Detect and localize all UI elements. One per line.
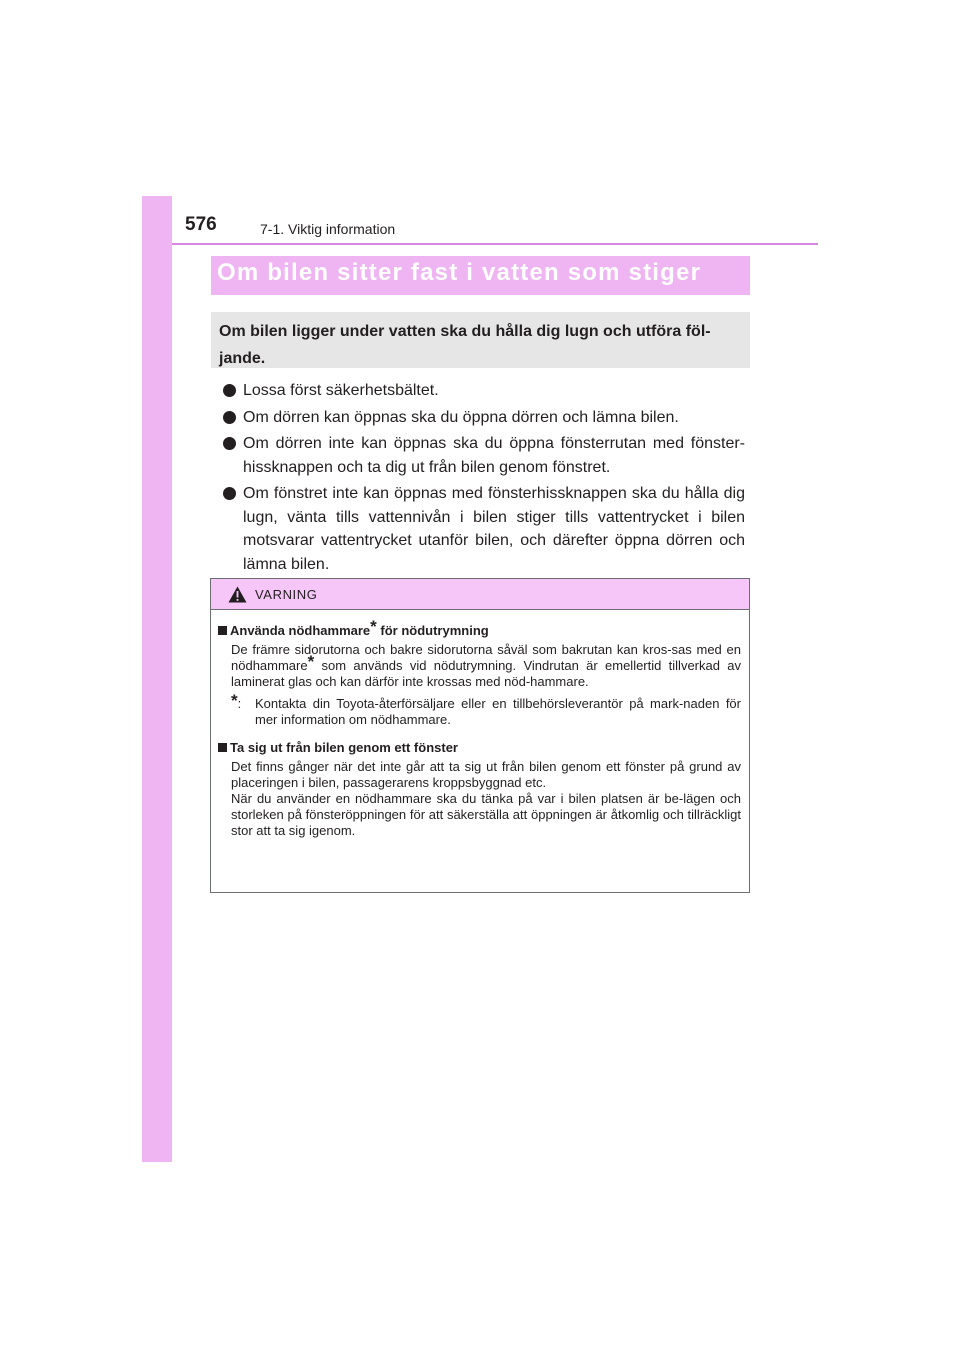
side-tab-bar (142, 196, 172, 1162)
square-bullet-icon (218, 626, 227, 635)
warning-title: VARNING (255, 587, 318, 602)
square-bullet-icon (218, 743, 227, 752)
list-item (222, 406, 745, 430)
bullet-dot-icon (223, 487, 236, 500)
warning-paragraph: Det finns gånger när det inte går att ta sig ut från bilen genom ett fönster på grund av placeringen i bilen, passagerarens kroppsbyggnad etc. (231, 759, 741, 790)
asterisk: * (307, 652, 315, 671)
warning-paragraph: När du använder en nödhammare ska du tänka på var i bilen platsen är be-lägen och storleken på fönsteröppningen för att säkerställa att öppningen är åtkomlig och tillräckligt stor att ta sig igenom. (231, 791, 741, 838)
list-item (222, 432, 745, 479)
bullet-dot-icon (223, 437, 236, 450)
warning-box (210, 578, 750, 893)
warning-triangle-icon (228, 586, 247, 603)
footnote-text: Kontakta din Toyota-återförsäljare eller en tillbehörsleverantör på mark-naden för mer information om nödhammare. (255, 696, 741, 727)
page-number: 576 (185, 214, 217, 235)
page-title: Om bilen sitter fast i vatten som stiger (217, 259, 702, 286)
list-item-text: Om dörren kan öppnas ska du öppna dörren och lämna bilen. (243, 408, 679, 426)
section-label: 7-1. Viktig information (260, 221, 396, 237)
bullet-dot-icon (223, 384, 236, 397)
list-item (222, 379, 745, 403)
warning-header (211, 579, 749, 610)
warning-paragraph: De främre sidorutorna och bakre sidorutorna såväl som bakrutan kan kros-sas med en nödhammare* som används vid nödutrymning. Vindrutan är emellertid tillverkad av laminerat glas och kan därför inte krossas med nöd-hammare. (231, 642, 741, 689)
warning-body (217, 617, 741, 839)
intro-box (211, 312, 750, 368)
list-item-text: Om fönstret inte kan öppnas med fönsterhissknappen ska du hålla dig lugn, vänta tills vattennivån i bilen stiger tills vattentrycket i bilen motsvarar vattentrycket utanför bilen, och därefter öppna dörren och lämna bilen. (243, 485, 745, 573)
list-item-text: Lossa först säkerhetsbältet. (243, 382, 439, 399)
footnote (217, 691, 741, 728)
header-rule (172, 243, 818, 245)
footnote-mark: *: (231, 691, 242, 711)
bullet-list (222, 379, 745, 579)
asterisk: * (370, 617, 377, 636)
warning-section-heading: Ta sig ut från bilen genom ett fönster (217, 740, 741, 756)
bullet-dot-icon (223, 411, 236, 424)
list-item-text: Om dörren inte kan öppnas ska du öppna fönsterrutan med fönster-hissknappen och ta dig ut från bilen genom fönstret. (243, 435, 745, 476)
list-item (222, 482, 745, 576)
intro-text: Om bilen ligger under vatten ska du hålla dig lugn och utföra föl-jande. (219, 323, 711, 367)
warning-section-heading: Använda nödhammare* för nödutrymning (217, 623, 741, 639)
